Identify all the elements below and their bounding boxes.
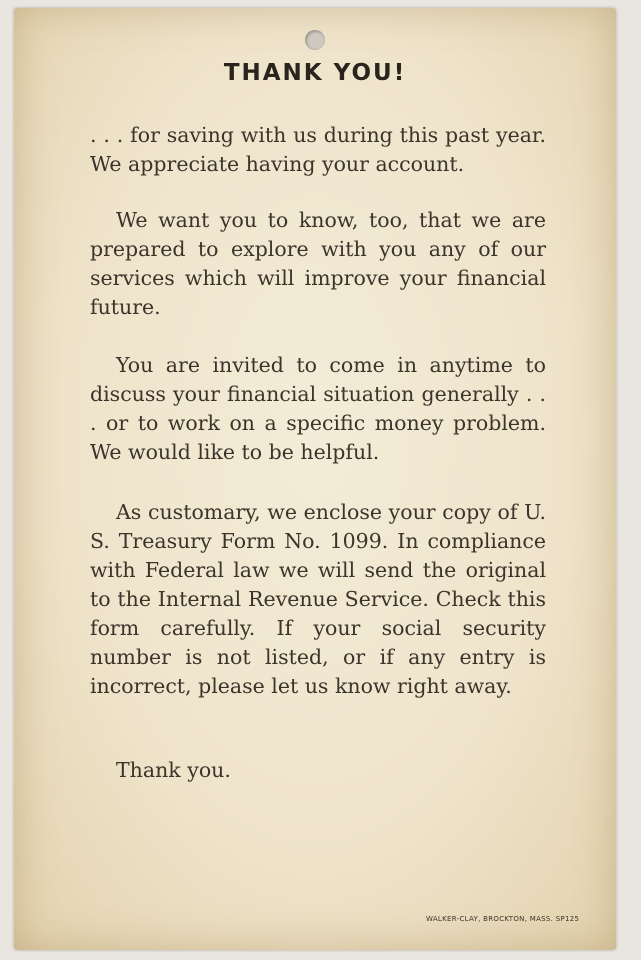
paragraph-invitation: You are invited to come in anytime to discuss your financial situation generally . . . or to work on a specific money problem. We would like to be helpful. — [90, 353, 546, 464]
paragraph-saving: . . . for saving with us during this past year. We appreciate having your account. — [90, 123, 546, 176]
card-heading: THANK YOU! — [223, 60, 407, 86]
printer-imprint: WALKER-CLAY, BROCKTON, MASS. SP125 — [426, 915, 580, 923]
thank-you-card — [14, 8, 616, 950]
paragraph-form-1099: As customary, we enclose your copy of U. S. Treasury Form No. 1099. In compliance with Federal law we will send the original to the Internal Revenue Service. Check this form carefully. If your social security number is not listed, or if any entry is incorrect, please let us know right away. — [90, 500, 546, 698]
punch-hole — [305, 30, 325, 50]
paragraph-services: We want you to know, too, that we are prepared to explore with you any of our services which will improve your financial future. — [90, 208, 546, 319]
closing-text: Thank you. — [116, 758, 231, 782]
